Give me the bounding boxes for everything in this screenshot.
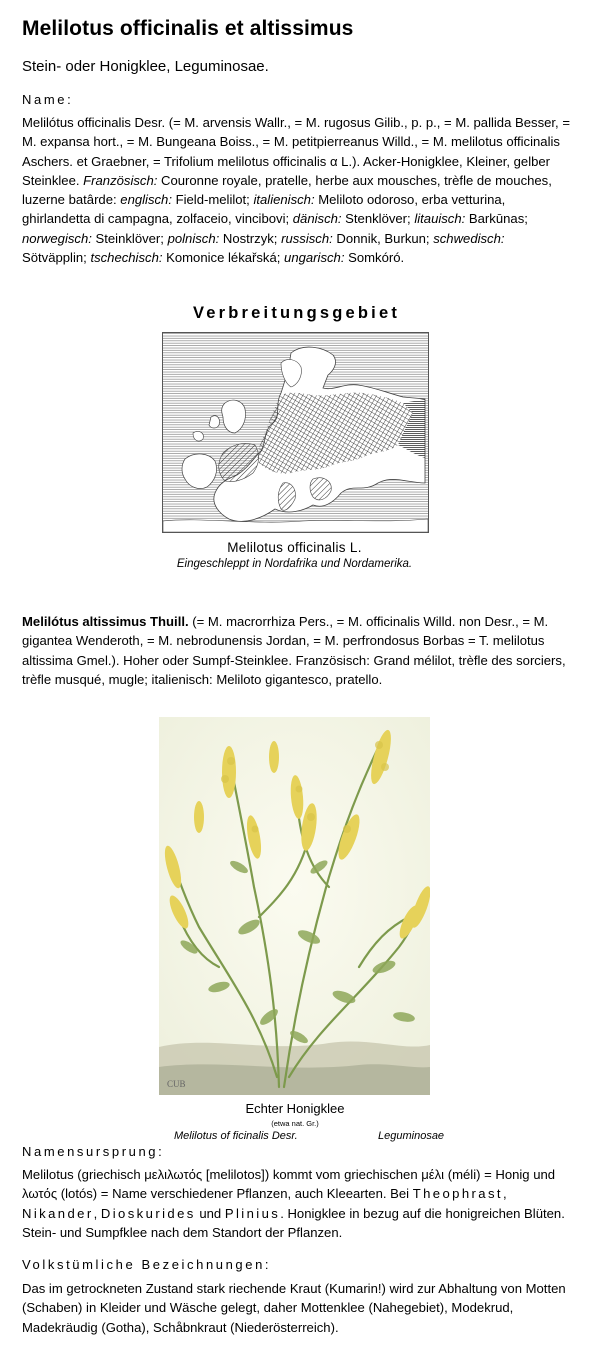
text-run: Das im getrockneten Zustand stark riechende Kraut (Kumarin!) wird zur Abhaltung von Motten (Schaben) in Kleider und Wäsche gelegt, daher Mottenklee (Nahegebiet), Modekrud, Madekräudig (Gotha), Schåbnkraut (Niederösterreich).: [22, 1281, 566, 1335]
text-run: Melilótus officinalis Desr. (= M. arvensis Wallr., = M. rugosus Gilib., p. p., = M. pallida Besser, = M. expansa hort., = M. Bungeana Boiss., = M. petitpierreanus Willd., = M. melilotus officinalis Aschers. et Graebner, = Trifolium melilotus officinalis α L.). Acker-Honigklee, Kleiner, gelber Steinklee.: [22, 115, 570, 188]
text-run: ,: [502, 1186, 507, 1202]
illustration-family: Leguminosae: [378, 1130, 445, 1142]
text-run: . Honigklee in bezug auf die honigreichen Blüten. Stein- und Sumpfklee nach dem Standort der Pflanzen.: [22, 1205, 565, 1240]
text-run: Theophrast: [412, 1186, 503, 1202]
text-run: Stenklöver;: [341, 211, 415, 227]
text-run: Komonice lékařská;: [162, 250, 285, 266]
text-run: Nostrzyk;: [219, 230, 282, 246]
text-run: Dioskurides: [100, 1205, 196, 1221]
plant-illustration: [159, 717, 430, 1095]
text-run: englisch:: [120, 192, 172, 208]
text-run: Sötväpplin;: [22, 250, 91, 266]
volks-paragraph: [22, 1279, 570, 1337]
distribution-map: [162, 332, 429, 533]
text-run: schwedisch:: [433, 230, 505, 246]
text-run: Französisch:: [83, 172, 158, 188]
text-run: tschechisch:: [90, 250, 163, 266]
illustration-scale: (etwa nat. Gr.): [271, 1119, 319, 1128]
namensursprung-heading: Namensursprung:: [22, 1144, 165, 1159]
illustration-species: Melilotus of ficinalis Desr.: [174, 1130, 298, 1142]
text-run: Field-melilot;: [171, 192, 254, 208]
page-subtitle: Stein- oder Honigklee, Leguminosae.: [22, 58, 269, 75]
text-run: polnisch:: [167, 230, 220, 246]
text-run: Somkóró.: [344, 250, 405, 266]
page-title: Melilotus officinalis et altissimus: [22, 17, 354, 40]
text-run: norwegisch:: [22, 230, 92, 246]
text-run: dänisch:: [292, 211, 342, 227]
illustration-caption: Echter Honigklee: [245, 1101, 345, 1116]
text-run: russisch:: [281, 230, 333, 246]
map-note: Eingeschleppt in Nordafrika und Nordamerika.: [176, 558, 413, 570]
name-paragraph: [22, 113, 570, 267]
text-run: Barkūnas;: [465, 211, 528, 227]
text-run: litauisch:: [414, 211, 466, 227]
text-run: Nikander: [22, 1205, 94, 1221]
honigklee-illustration: [159, 717, 430, 1095]
map-heading: Verbreitungsgebiet: [192, 304, 401, 322]
illustration-signature: CUB: [167, 1079, 186, 1089]
distribution-map-graphic: [163, 333, 428, 532]
text-run: ,: [93, 1205, 101, 1221]
text-run: Plinius: [224, 1205, 281, 1221]
map-caption: Melilotus officinalis L.: [227, 540, 362, 555]
name-heading: Name:: [22, 92, 74, 107]
text-run: Meliloto odoroso, erba vetturina, ghirlandetta di campagna, zolfaceio, vincibovi;: [22, 192, 506, 227]
volks-heading: Volkstümliche Bezeichnungen:: [22, 1257, 272, 1272]
namensursprung-paragraph: [22, 1165, 570, 1242]
text-run: Donnik, Burkun;: [332, 230, 434, 246]
text-run: Couronne royale, pratelle, herbe aux mousches, trèfle de mouches, luzerne batârde:: [22, 172, 552, 208]
text-run: ungarisch:: [284, 250, 345, 266]
text-run: (= M. macrorrhiza Pers., = M. officinalis Willd. non Desr., = M. gigantea Wenderoth, = M. nebrodunensis Jordan, = M. perfrondosus Borbas = T. melilotus altissima Gmel.). Hoher oder Sumpf-Steinklee. Französisch: Grand mélilot, trèfle des sorciers, trèfle musqué, mugle; italienisch: Meliloto gigantesco, pratello.: [22, 614, 566, 687]
text-run: Melilotus (griechisch μελιλωτός [melilotos]) kommt vom griechischen μέλι (méli) = Honig und λωτός (lotós) = Name verschiedener Pflanzen, auch Kleearten. Bei: [22, 1167, 556, 1202]
text-run: italienisch:: [253, 192, 315, 208]
altissimus-paragraph: [22, 612, 570, 689]
text-run: Steinklöver;: [91, 230, 168, 246]
text-run: und: [195, 1205, 225, 1221]
text-run: Melilótus altissimus Thuill.: [22, 614, 189, 629]
